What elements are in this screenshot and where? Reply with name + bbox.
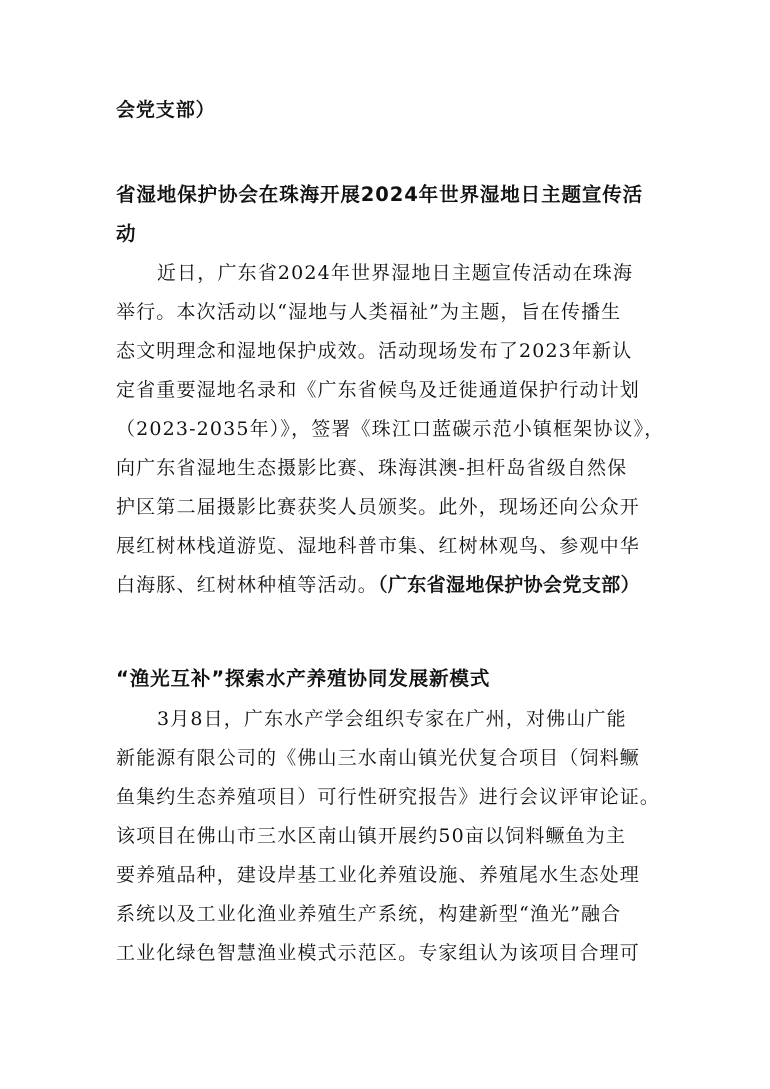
article1-paragraph-text: 白海豚、红树林种植等活动。 — [116, 574, 378, 596]
article2-paragraph-line: 鱼集约生态养殖项目）可行性研究报告》进行会议评审论证。 — [116, 786, 661, 808]
article1-paragraph-line: 近日，广东省2024年世界湿地日主题宣传活动在珠海 — [157, 262, 634, 284]
article2-paragraph-line: 3月8日，广东水产学会组织专家在广州，对佛山广能 — [157, 708, 627, 730]
article1-title-line-1: 省湿地保护协会在珠海开展2024年世界湿地日主题宣传活 — [116, 183, 644, 206]
article2-paragraph-line: 新能源有限公司的《佛山三水南山镇光伏复合项目（饲料鳜 — [116, 747, 640, 769]
article2-paragraph-line: 该项目在佛山市三水区南山镇开展约50亩以饲料鳜鱼为主 — [116, 825, 627, 847]
article2-title: “渔光互补”探索水产养殖协同发展新模式 — [116, 667, 491, 690]
article1-paragraph-line: 态文明理念和湿地保护成效。活动现场发布了2023年新认 — [116, 340, 633, 362]
article1-paragraph-line: 向广东省湿地生态摄影比赛、珠海淇澳-担杆岛省级自然保 — [116, 457, 628, 479]
article2-paragraph-line: 工业化绿色智慧渔业模式示范区。专家组认为该项目合理可 — [116, 942, 640, 964]
article1-paragraph-line: 展红树林栈道游览、湿地科普市集、红树林观鸟、参观中华 — [116, 535, 640, 557]
article2-paragraph-line: 系统以及工业化渔业养殖生产系统，构建新型“渔光”融合 — [116, 903, 622, 925]
article2-paragraph-line: 要养殖品种，建设岸基工业化养殖设施、养殖尾水生态处理 — [116, 864, 640, 886]
continued-source-line: 会党支部） — [116, 99, 216, 121]
article1-paragraph-last-line — [116, 571, 656, 599]
article1-paragraph-line: 护区第二届摄影比赛获奖人员颁奖。此外，现场还向公众开 — [116, 496, 640, 518]
article1-paragraph-line: 举行。本次活动以“湿地与人类福祉”为主题，旨在传播生 — [116, 301, 622, 323]
article1-title-line-2: 动 — [116, 222, 137, 245]
article1-paragraph-line: 定省重要湿地名录和《广东省候鸟及迁徙通道保护行动计划 — [116, 379, 640, 401]
article1-source: （广东省湿地保护协会党支部） — [377, 574, 641, 596]
article1-paragraph-line: （2023-2035年）》，签署《珠江口蓝碳示范小镇框架协议》， — [116, 418, 665, 440]
